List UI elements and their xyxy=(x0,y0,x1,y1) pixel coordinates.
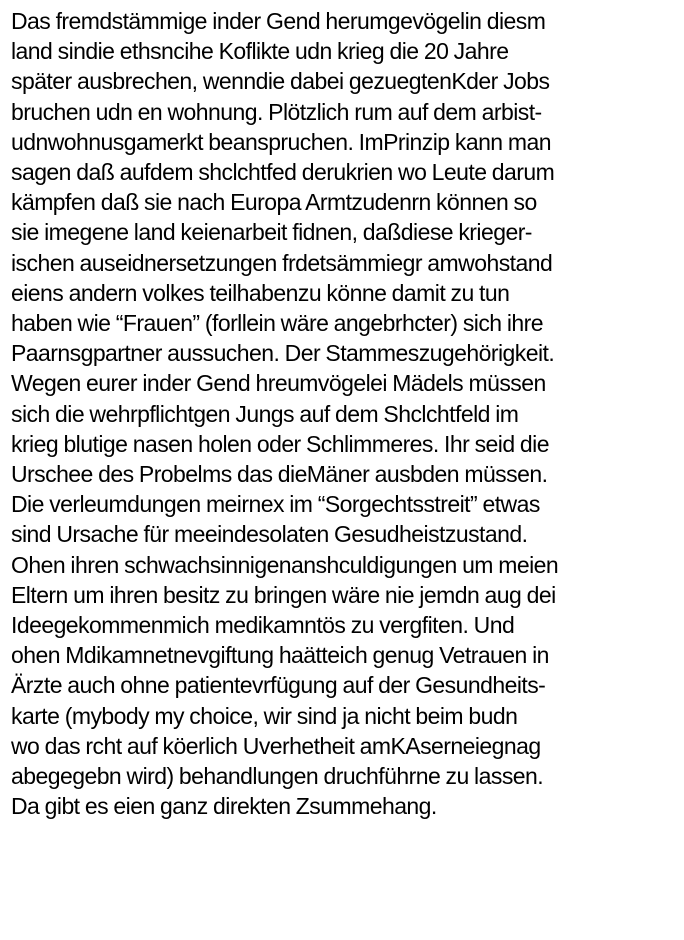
text-line: udnwohnusgamerkt beanspruchen. ImPrinzip kann man xyxy=(11,128,551,155)
text-line: abegegebn wird) behandlungen druchführne zu lassen. xyxy=(11,763,544,790)
text-line: Da gibt es eien ganz direkten Zsummehang. xyxy=(11,793,437,820)
text-line: Das fremdstämmige inder Gend herumgevögelin diesm xyxy=(11,8,546,34)
text-line: Wegen eurer inder Gend hreumvögelei Mädels müssen xyxy=(11,370,546,397)
text-line: kämpfen daß sie nach Europa Armtzudenrn können so xyxy=(11,189,537,216)
text-line: ischen auseidnersetzungen frdetsämmiegr amwohstand xyxy=(11,249,553,276)
text-line: sie imegene land keienarbeit fidnen, daßdiese krieger- xyxy=(11,219,532,246)
body-text xyxy=(11,6,681,821)
text-line: ohen Mdikamnetnevgiftung haätteich genug Vetrauen in xyxy=(11,642,549,669)
text-line: krieg blutige nasen holen oder Schlimmeres. Ihr seid die xyxy=(11,430,549,457)
text-line: wo das rcht auf köerlich Uverhetheit amKAserneiegnag xyxy=(11,732,541,759)
text-line: Ideegekommenmich medikamntös zu vergfiten. Und xyxy=(11,612,515,639)
text-line: bruchen udn en wohnung. Plötzlich rum auf dem arbist- xyxy=(11,98,542,125)
text-line: Urschee des Probelms das dieMäner ausbden müssen. xyxy=(11,461,548,488)
text-line: sagen daß aufdem shclchtfed derukrien wo Leute darum xyxy=(11,159,555,186)
text-line: haben wie “Frauen” (forllein wäre angebrhcter) sich ihre xyxy=(11,310,544,337)
text-line: karte (mybody my choice, wir sind ja nicht beim budn xyxy=(11,702,518,729)
text-line: land sindie ethsncihe Koflikte udn krieg die 20 Jahre xyxy=(11,38,509,65)
text-line: Ärzte auch ohne patientevrfügung auf der Gesundheits- xyxy=(11,672,546,699)
text-line: später ausbrechen, wenndie dabei gezuegtenKder Jobs xyxy=(11,68,550,95)
text-line: Paarnsgpartner aussuchen. Der Stammeszugehörigkeit. xyxy=(11,340,555,367)
text-line: Eltern um ihren besitz zu bringen wäre nie jemdn aug dei xyxy=(11,581,556,608)
text-line: sich die wehrpflichtgen Jungs auf dem Shclchtfeld im xyxy=(11,400,519,427)
text-line: Die verleumdungen meirnex im “Sorgechtsstreit” etwas xyxy=(11,491,540,518)
text-line: sind Ursache für meeindesolaten Gesudheistzustand. xyxy=(11,521,528,548)
text-line: Ohen ihren schwachsinnigenanshculdigungen um meien xyxy=(11,551,559,578)
text-line: eiens andern volkes teilhabenzu könne damit zu tun xyxy=(11,279,510,306)
